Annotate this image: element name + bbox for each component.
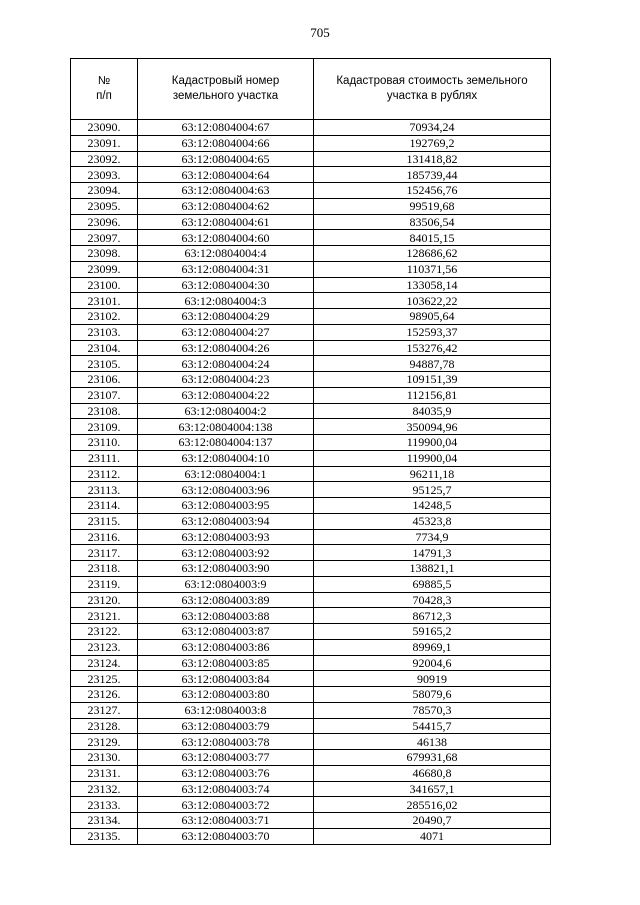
table-row bbox=[71, 120, 551, 136]
row-number-cell: 23119. bbox=[71, 576, 138, 592]
row-number-cell: 23133. bbox=[71, 797, 138, 813]
cadastral-number-cell: 63:12:0804004:60 bbox=[138, 230, 314, 246]
table-row bbox=[71, 513, 551, 529]
cadastral-value-cell: 119900,04 bbox=[314, 450, 551, 466]
row-number-cell: 23114. bbox=[71, 498, 138, 514]
cadastral-number-cell: 63:12:0804004:2 bbox=[138, 403, 314, 419]
cadastral-value-cell: 78570,3 bbox=[314, 702, 551, 718]
row-number-cell: 23099. bbox=[71, 261, 138, 277]
row-number-cell: 23122. bbox=[71, 624, 138, 640]
cadastral-number-cell: 63:12:0804003:86 bbox=[138, 639, 314, 655]
cadastral-number-cell: 63:12:0804003:96 bbox=[138, 482, 314, 498]
cadastral-value-cell: 4071 bbox=[314, 828, 551, 844]
row-number-cell: 23131. bbox=[71, 765, 138, 781]
cadastral-number-cell: 63:12:0804003:78 bbox=[138, 734, 314, 750]
cadastral-value-cell: 46680,8 bbox=[314, 765, 551, 781]
table-row bbox=[71, 797, 551, 813]
table-row bbox=[71, 718, 551, 734]
cadastral-number-cell: 63:12:0804003:80 bbox=[138, 687, 314, 703]
cadastral-value-cell: 131418,82 bbox=[314, 151, 551, 167]
header-cadastral-value: Кадастровая стоимость земельного участка в рублях bbox=[314, 59, 551, 120]
table-row bbox=[71, 624, 551, 640]
cadastral-number-cell: 63:12:0804003:77 bbox=[138, 750, 314, 766]
cadastral-number-cell: 63:12:0804004:138 bbox=[138, 419, 314, 435]
cadastral-number-cell: 63:12:0804004:65 bbox=[138, 151, 314, 167]
row-number-cell: 23106. bbox=[71, 372, 138, 388]
cadastral-value-cell: 84015,15 bbox=[314, 230, 551, 246]
cadastral-value-cell: 138821,1 bbox=[314, 561, 551, 577]
table-row bbox=[71, 214, 551, 230]
cadastral-value-cell: 109151,39 bbox=[314, 372, 551, 388]
row-number-cell: 23100. bbox=[71, 277, 138, 293]
row-number-cell: 23118. bbox=[71, 561, 138, 577]
table-row bbox=[71, 309, 551, 325]
cadastral-number-cell: 63:12:0804004:23 bbox=[138, 372, 314, 388]
cadastral-number-cell: 63:12:0804004:24 bbox=[138, 356, 314, 372]
row-number-cell: 23132. bbox=[71, 781, 138, 797]
cadastral-number-cell: 63:12:0804004:27 bbox=[138, 324, 314, 340]
cadastral-number-cell: 63:12:0804003:89 bbox=[138, 592, 314, 608]
row-number-cell: 23117. bbox=[71, 545, 138, 561]
table-row bbox=[71, 167, 551, 183]
cadastral-value-cell: 350094,96 bbox=[314, 419, 551, 435]
row-number-cell: 23105. bbox=[71, 356, 138, 372]
cadastral-value-cell: 45323,8 bbox=[314, 513, 551, 529]
table-row bbox=[71, 545, 551, 561]
table-row bbox=[71, 687, 551, 703]
cadastral-value-cell: 90919 bbox=[314, 671, 551, 687]
table-row bbox=[71, 734, 551, 750]
row-number-cell: 23120. bbox=[71, 592, 138, 608]
cadastral-number-cell: 63:12:0804003:87 bbox=[138, 624, 314, 640]
cadastral-number-cell: 63:12:0804003:79 bbox=[138, 718, 314, 734]
page-number: 705 bbox=[310, 25, 330, 40]
row-number-cell: 23121. bbox=[71, 608, 138, 624]
row-number-cell: 23093. bbox=[71, 167, 138, 183]
cadastral-number-cell: 63:12:0804004:1 bbox=[138, 466, 314, 482]
table-row bbox=[71, 655, 551, 671]
table-row bbox=[71, 608, 551, 624]
cadastral-number-cell: 63:12:0804004:64 bbox=[138, 167, 314, 183]
row-number-cell: 23134. bbox=[71, 813, 138, 829]
table-row bbox=[71, 246, 551, 262]
row-number-cell: 23103. bbox=[71, 324, 138, 340]
table-row bbox=[71, 765, 551, 781]
cadastral-number-cell: 63:12:0804003:95 bbox=[138, 498, 314, 514]
table-body bbox=[71, 120, 551, 845]
table-row bbox=[71, 466, 551, 482]
table-row bbox=[71, 340, 551, 356]
table-row bbox=[71, 498, 551, 514]
table-row bbox=[71, 293, 551, 309]
cadastral-value-cell: 133058,14 bbox=[314, 277, 551, 293]
cadastral-value-cell: 70428,3 bbox=[314, 592, 551, 608]
cadastral-number-cell: 63:12:0804003:8 bbox=[138, 702, 314, 718]
table-row bbox=[71, 482, 551, 498]
cadastral-number-cell: 63:12:0804003:74 bbox=[138, 781, 314, 797]
cadastral-number-cell: 63:12:0804003:94 bbox=[138, 513, 314, 529]
table-row bbox=[71, 183, 551, 199]
cadastral-number-cell: 63:12:0804003:70 bbox=[138, 828, 314, 844]
row-number-cell: 23108. bbox=[71, 403, 138, 419]
cadastral-number-cell: 63:12:0804004:3 bbox=[138, 293, 314, 309]
cadastral-value-cell: 70934,24 bbox=[314, 120, 551, 136]
table-header-row bbox=[71, 59, 551, 120]
row-number-cell: 23096. bbox=[71, 214, 138, 230]
cadastral-number-cell: 63:12:0804003:90 bbox=[138, 561, 314, 577]
cadastral-value-cell: 94887,78 bbox=[314, 356, 551, 372]
table-row bbox=[71, 450, 551, 466]
row-number-cell: 23094. bbox=[71, 183, 138, 199]
table-row bbox=[71, 671, 551, 687]
table-row bbox=[71, 419, 551, 435]
cadastral-value-cell: 98905,64 bbox=[314, 309, 551, 325]
cadastral-number-cell: 63:12:0804004:22 bbox=[138, 387, 314, 403]
cadastral-value-cell: 83506,54 bbox=[314, 214, 551, 230]
table-row bbox=[71, 324, 551, 340]
cadastral-number-cell: 63:12:0804004:66 bbox=[138, 135, 314, 151]
cadastral-value-cell: 128686,62 bbox=[314, 246, 551, 262]
row-number-cell: 23124. bbox=[71, 655, 138, 671]
table-row bbox=[71, 750, 551, 766]
cadastral-value-cell: 86712,3 bbox=[314, 608, 551, 624]
cadastral-number-cell: 63:12:0804003:93 bbox=[138, 529, 314, 545]
cadastral-value-cell: 20490,7 bbox=[314, 813, 551, 829]
cadastral-number-cell: 63:12:0804004:61 bbox=[138, 214, 314, 230]
table-row bbox=[71, 781, 551, 797]
cadastral-value-cell: 679931,68 bbox=[314, 750, 551, 766]
cadastral-value-cell: 54415,7 bbox=[314, 718, 551, 734]
cadastral-value-cell: 119900,04 bbox=[314, 435, 551, 451]
table-row bbox=[71, 151, 551, 167]
table-row bbox=[71, 387, 551, 403]
cadastral-number-cell: 63:12:0804003:85 bbox=[138, 655, 314, 671]
header-row-number: № п/п bbox=[71, 59, 138, 120]
cadastral-value-cell: 285516,02 bbox=[314, 797, 551, 813]
row-number-cell: 23092. bbox=[71, 151, 138, 167]
row-number-cell: 23102. bbox=[71, 309, 138, 325]
row-number-cell: 23112. bbox=[71, 466, 138, 482]
cadastral-value-cell: 341657,1 bbox=[314, 781, 551, 797]
cadastral-number-cell: 63:12:0804003:92 bbox=[138, 545, 314, 561]
row-number-cell: 23091. bbox=[71, 135, 138, 151]
cadastral-number-cell: 63:12:0804003:9 bbox=[138, 576, 314, 592]
cadastral-number-cell: 63:12:0804004:29 bbox=[138, 309, 314, 325]
cadastral-value-cell: 112156,81 bbox=[314, 387, 551, 403]
table-row bbox=[71, 639, 551, 655]
table-row bbox=[71, 561, 551, 577]
row-number-cell: 23126. bbox=[71, 687, 138, 703]
cadastral-value-cell: 153276,42 bbox=[314, 340, 551, 356]
table-row bbox=[71, 261, 551, 277]
cadastral-value-cell: 7734,9 bbox=[314, 529, 551, 545]
cadastral-value-cell: 99519,68 bbox=[314, 198, 551, 214]
cadastral-number-cell: 63:12:0804004:26 bbox=[138, 340, 314, 356]
row-number-cell: 23116. bbox=[71, 529, 138, 545]
cadastral-number-cell: 63:12:0804004:67 bbox=[138, 120, 314, 136]
row-number-cell: 23130. bbox=[71, 750, 138, 766]
cadastral-value-cell: 95125,7 bbox=[314, 482, 551, 498]
row-number-cell: 23095. bbox=[71, 198, 138, 214]
cadastral-value-cell: 46138 bbox=[314, 734, 551, 750]
row-number-cell: 23123. bbox=[71, 639, 138, 655]
cadastral-number-cell: 63:12:0804004:4 bbox=[138, 246, 314, 262]
cadastral-number-cell: 63:12:0804004:31 bbox=[138, 261, 314, 277]
cadastral-value-cell: 192769,2 bbox=[314, 135, 551, 151]
table-row bbox=[71, 435, 551, 451]
table-row bbox=[71, 198, 551, 214]
cadastral-number-cell: 63:12:0804003:72 bbox=[138, 797, 314, 813]
row-number-cell: 23128. bbox=[71, 718, 138, 734]
table-row bbox=[71, 529, 551, 545]
cadastral-value-cell: 103622,22 bbox=[314, 293, 551, 309]
row-number-cell: 23097. bbox=[71, 230, 138, 246]
cadastral-value-cell: 59165,2 bbox=[314, 624, 551, 640]
row-number-cell: 23115. bbox=[71, 513, 138, 529]
row-number-cell: 23109. bbox=[71, 419, 138, 435]
table-row bbox=[71, 135, 551, 151]
cadastral-value-cell: 110371,56 bbox=[314, 261, 551, 277]
cadastral-number-cell: 63:12:0804003:88 bbox=[138, 608, 314, 624]
cadastral-number-cell: 63:12:0804003:76 bbox=[138, 765, 314, 781]
cadastral-value-cell: 58079,6 bbox=[314, 687, 551, 703]
cadastral-value-table bbox=[70, 58, 551, 845]
cadastral-value-cell: 152456,76 bbox=[314, 183, 551, 199]
cadastral-value-cell: 69885,5 bbox=[314, 576, 551, 592]
cadastral-value-cell: 14791,3 bbox=[314, 545, 551, 561]
row-number-cell: 23113. bbox=[71, 482, 138, 498]
cadastral-number-cell: 63:12:0804004:30 bbox=[138, 277, 314, 293]
table-row bbox=[71, 230, 551, 246]
row-number-cell: 23129. bbox=[71, 734, 138, 750]
table-row bbox=[71, 576, 551, 592]
cadastral-number-cell: 63:12:0804004:62 bbox=[138, 198, 314, 214]
cadastral-value-cell: 152593,37 bbox=[314, 324, 551, 340]
row-number-cell: 23090. bbox=[71, 120, 138, 136]
header-cadastral-number: Кадастровый номер земельного участка bbox=[138, 59, 314, 120]
row-number-cell: 23107. bbox=[71, 387, 138, 403]
row-number-cell: 23098. bbox=[71, 246, 138, 262]
table-row bbox=[71, 277, 551, 293]
row-number-cell: 23125. bbox=[71, 671, 138, 687]
table-row bbox=[71, 372, 551, 388]
cadastral-number-cell: 63:12:0804003:84 bbox=[138, 671, 314, 687]
table-row bbox=[71, 592, 551, 608]
row-number-cell: 23111. bbox=[71, 450, 138, 466]
cadastral-value-cell: 84035,9 bbox=[314, 403, 551, 419]
cadastral-value-cell: 92004,6 bbox=[314, 655, 551, 671]
row-number-cell: 23127. bbox=[71, 702, 138, 718]
table-row bbox=[71, 702, 551, 718]
cadastral-value-cell: 89969,1 bbox=[314, 639, 551, 655]
cadastral-value-cell: 96211,18 bbox=[314, 466, 551, 482]
cadastral-number-cell: 63:12:0804004:63 bbox=[138, 183, 314, 199]
cadastral-value-cell: 14248,5 bbox=[314, 498, 551, 514]
table-row bbox=[71, 813, 551, 829]
row-number-cell: 23135. bbox=[71, 828, 138, 844]
table-row bbox=[71, 356, 551, 372]
table-row bbox=[71, 403, 551, 419]
table-row bbox=[71, 828, 551, 844]
cadastral-number-cell: 63:12:0804003:71 bbox=[138, 813, 314, 829]
row-number-cell: 23104. bbox=[71, 340, 138, 356]
row-number-cell: 23110. bbox=[71, 435, 138, 451]
cadastral-value-cell: 185739,44 bbox=[314, 167, 551, 183]
cadastral-number-cell: 63:12:0804004:10 bbox=[138, 450, 314, 466]
cadastral-number-cell: 63:12:0804004:137 bbox=[138, 435, 314, 451]
row-number-cell: 23101. bbox=[71, 293, 138, 309]
